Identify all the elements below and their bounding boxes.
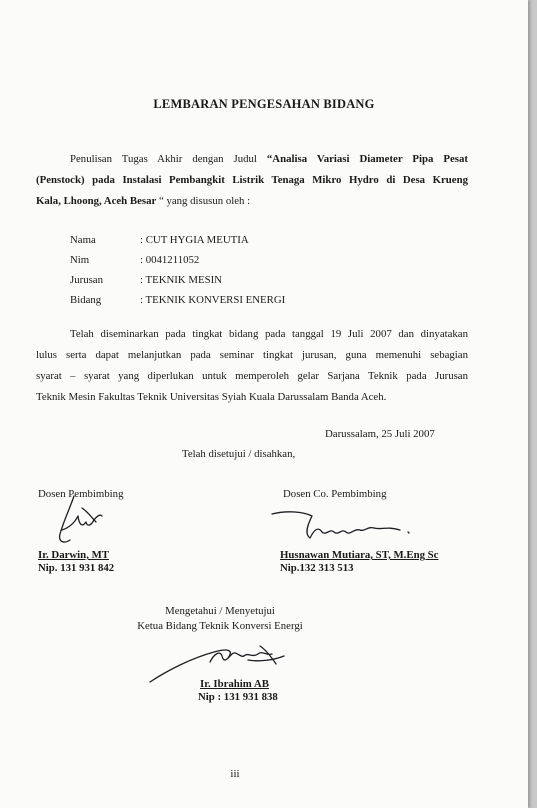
thesis-title-part-1: “Analisa Variasi Diameter Pipa Pesat bbox=[266, 153, 468, 165]
seminar-paragraph bbox=[36, 324, 468, 408]
thesis-title-part-3: Kala, Lhoong, Aceh Besar bbox=[36, 195, 157, 207]
field-value: : CUT HYGIA MEUTIA bbox=[140, 234, 249, 246]
head-nip: Nip : 131 931 838 bbox=[198, 691, 278, 703]
field-row-nama bbox=[70, 230, 285, 250]
field-label: Jurusan bbox=[70, 274, 103, 286]
body-line-4: Teknik Mesin Fakultas Teknik Universitas Syiah Kuala Darussalam Banda Aceh. bbox=[36, 391, 387, 403]
field-label: Nim bbox=[70, 254, 90, 266]
supervisor-nip: Nip. 131 931 842 bbox=[38, 562, 115, 574]
field-value: : TEKNIK KONVERSI ENERGI bbox=[140, 294, 286, 306]
body-line-3: syarat – syarat yang diperlukan untuk memperoleh gelar Sarjana Teknik pada Jurusan bbox=[36, 370, 468, 382]
field-label: Bidang bbox=[70, 294, 102, 306]
co-supervisor-name: Husnawan Mutiara, ST, M.Eng Sc bbox=[280, 549, 439, 561]
co-supervisor-title: Dosen Co. Pembimbing bbox=[283, 488, 387, 500]
field-label: Nama bbox=[70, 234, 96, 246]
intro-suffix: “ yang disusun oleh : bbox=[156, 195, 251, 207]
place-date: Darussalam, 25 Juli 2007 bbox=[325, 428, 435, 440]
field-row-jurusan bbox=[70, 270, 285, 290]
field-row-nim bbox=[70, 250, 285, 270]
field-value: : TEKNIK MESIN bbox=[140, 274, 222, 286]
supervisor-name: Ir. Darwin, MT bbox=[38, 549, 109, 561]
thesis-title-part-2: (Penstock) pada Instalasi Pembangkit Listrik Tenaga Mikro Hydro di Desa Krueng bbox=[36, 174, 468, 186]
intro-line-1 bbox=[36, 149, 468, 170]
page-number: iii bbox=[230, 768, 240, 780]
field-row-bidang bbox=[70, 290, 285, 310]
intro-paragraph bbox=[36, 149, 468, 212]
co-supervisor-signature bbox=[268, 506, 438, 548]
acknowledgement-line-1: Mengetahui / Menyetujui bbox=[165, 605, 275, 617]
approval-statement: Telah disetujui / disahkan, bbox=[182, 448, 296, 460]
intro-line-3 bbox=[36, 191, 468, 212]
head-name: Ir. Ibrahim AB bbox=[200, 678, 269, 690]
student-info-table bbox=[70, 230, 285, 310]
document-title: LEMBARAN PENGESAHAN BIDANG bbox=[153, 97, 375, 111]
acknowledgement-line-2: Ketua Bidang Teknik Konversi Energi bbox=[137, 620, 303, 632]
co-supervisor-nip: Nip.132 313 513 bbox=[280, 562, 354, 574]
intro-line-2 bbox=[36, 170, 468, 191]
body-line-1: Telah diseminarkan pada tingkat bidang pada tanggal 19 Juli 2007 dan dinyatakan bbox=[70, 328, 468, 340]
supervisor-signature bbox=[52, 494, 112, 552]
body-line-2: lulus serta dapat melanjutkan pada seminar tingkat jurusan, guna memenuhi sebagian bbox=[36, 349, 468, 361]
intro-prefix: Penulisan Tugas Akhir dengan Judul bbox=[70, 153, 267, 165]
supervisor-title: Dosen Pembimbing bbox=[38, 488, 124, 500]
field-value: : 0041211052 bbox=[140, 254, 200, 266]
head-signature bbox=[148, 636, 308, 684]
